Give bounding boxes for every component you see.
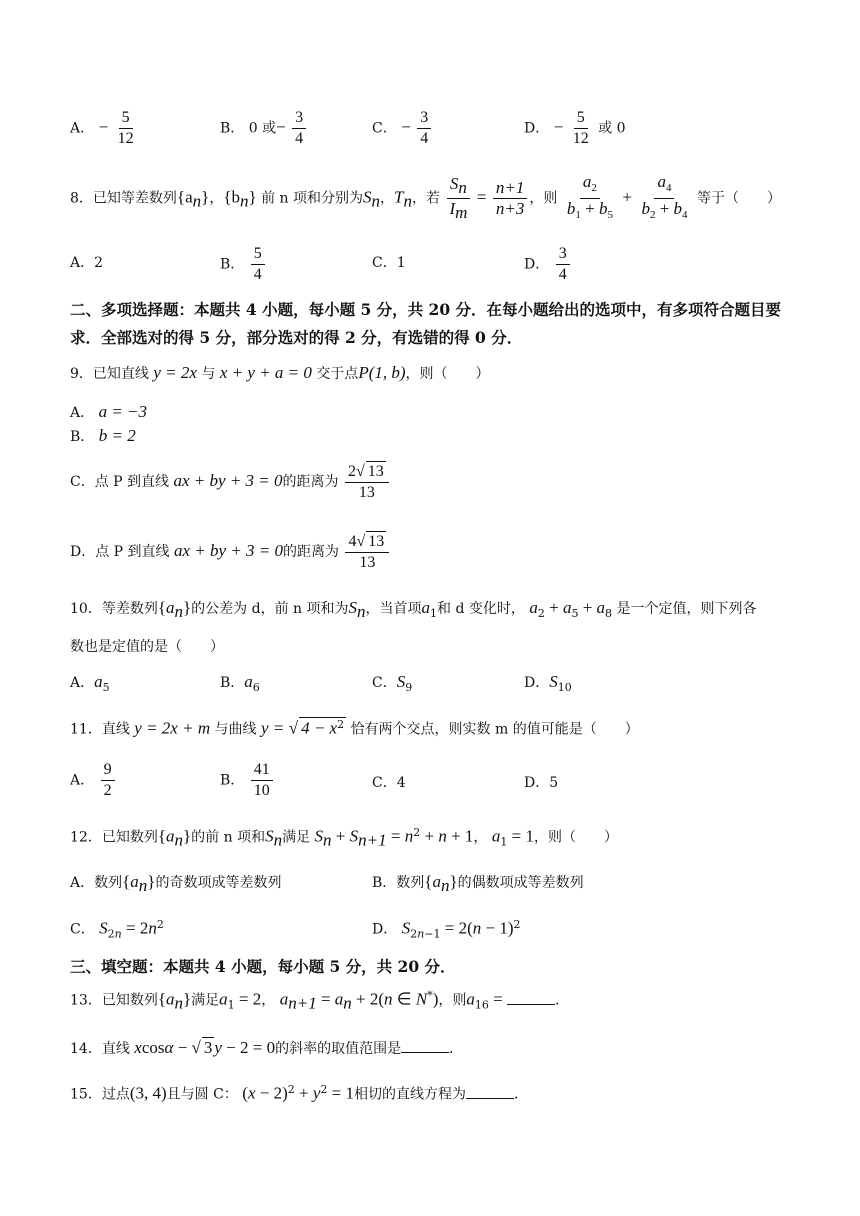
q10-option-a: A．$a_5$ bbox=[70, 672, 110, 694]
q8-option-d: D． $\frac{3}{4}$ bbox=[524, 244, 572, 285]
fraction: $\frac{3}{4}$ bbox=[292, 108, 306, 149]
section-heading-multiple-choice: 二、多项选择题：本题共 4 小题，每小题 5 分，共 20 分．在每小题给出的选项中，有多项符合题目要求．全部选对的得 5 分，部分选对的得 2 分，有选错的得 0 分． bbox=[70, 300, 782, 347]
q8-option-b: B． $\frac{5}{4}$ bbox=[220, 244, 267, 285]
fraction: $\frac{a_2}{b_1 + b_5}$ bbox=[566, 172, 613, 222]
q9-option-a: A． a = −3 bbox=[70, 402, 148, 421]
fraction: $\frac{a_4}{b_2 + b_4}$ bbox=[641, 172, 688, 222]
fraction: $\frac{5}{12}$ bbox=[117, 109, 134, 147]
answer-blank[interactable] bbox=[401, 1038, 449, 1053]
q12-options-row1 bbox=[70, 872, 790, 912]
q10-option-b: B．$a_6$ bbox=[220, 672, 260, 694]
q11-option-b: B． $\frac{41}{10}$ bbox=[220, 760, 275, 801]
q12-option-d: D． $S_{2n-1} = 2(n - 1)^2$ bbox=[372, 918, 521, 941]
q11-options bbox=[70, 760, 790, 800]
fraction: $\frac{9}{2}$ bbox=[101, 760, 115, 801]
q7-option-b: B． 0 或− $\frac{3}{4}$ bbox=[220, 108, 308, 149]
q10-stem-line1: 10．等差数列$\{a_n\}$的公差为 d，前 n 项和为$S_n$，当首项$a_1$和 d 变化时， $a_2 + a_5 + a_8$ 是一个定值，则下列各 bbox=[70, 598, 757, 621]
q12-option-a: A．数列$\{a_n\}$的奇数项成等差数列 bbox=[70, 872, 282, 895]
fraction: $\frac{3}{4}$ bbox=[556, 244, 570, 285]
q7-option-c: C． − $\frac{3}{4}$ bbox=[372, 108, 433, 149]
section-heading-fill-blank: 三、填空题：本题共 4 小题，每小题 5 分，共 20 分． bbox=[70, 957, 456, 976]
fraction: $\frac{S_n}{I_m}$ bbox=[446, 174, 470, 223]
q10-stem-line2: 数也是定值的是（ ） bbox=[70, 639, 224, 655]
q15-stem: 15．过点(3, 4)且与圆 C： $(x - 2)^2 + y^2 = 1$相切的直线方程为 ． bbox=[70, 1083, 528, 1103]
q11-stem: 11．直线 y = 2x + m 与曲线 y = √ $4 - x^2$ 恰有两个交点，则实数 m 的值可能是（ ） bbox=[70, 718, 639, 738]
q8-option-c: C．1 bbox=[372, 255, 406, 271]
q9-stem: 9．已知直线 y = 2x 与 x + y + a = 0 交于点P(1, b)，则（ ） bbox=[70, 363, 490, 382]
q9-option-c: C．点 P 到直线 ax + by + 3 = 0的距离为 $\frac{2√ 13}{13}$ bbox=[70, 461, 391, 503]
q10-options bbox=[70, 672, 790, 712]
q12-option-b: B．数列$\{a_n\}$的偶数项成等差数列 bbox=[372, 872, 584, 895]
answer-blank[interactable] bbox=[466, 1084, 514, 1099]
q7-option-a: A． − $\frac{5}{12}$ bbox=[70, 108, 139, 149]
q12-stem: 12．已知数列$\{a_n\}$的前 n 项和$S_n$满足 $S_n + S_{n+1} = n^2 + n + 1$， $a_1 = 1$，则（ ） bbox=[70, 826, 618, 850]
q8-options bbox=[70, 244, 790, 284]
fraction: $\frac{41}{10}$ bbox=[251, 760, 273, 801]
q14-stem: 14．直线 xcosα − √ 3 y − 2 = 0的斜率的取值范围是 ． bbox=[70, 1038, 464, 1057]
q8-option-a: A．2 bbox=[70, 255, 104, 271]
answer-blank[interactable] bbox=[507, 990, 555, 1005]
q7-option-d: D． − $\frac{5}{12}$ 或 0 bbox=[524, 109, 626, 147]
q8-stem: 8．已知等差数列$\{a_n\}$，$\{b_n\}$ 前 n 项和分别为$S_n$，$T_n$，若 $\frac{S_n}{I_m}$ = $\frac{n+1}{n+3}$ ，则 $\frac{a_2}{b_1 + b_5}$ + $\frac{a_4}{b_2 + b_4}$ 等于（ ） bbox=[70, 172, 781, 225]
fraction: $\frac{5}{12}$ bbox=[572, 109, 589, 147]
q9-option-d: D．点 P 到直线 ax + by + 3 = 0的距离为 $\frac{4√ 13}{13}$ bbox=[70, 531, 391, 573]
fraction: $\frac{5}{4}$ bbox=[251, 244, 265, 285]
q10-option-d: D．$S_{10}$ bbox=[524, 672, 572, 694]
q11-option-c: C．4 bbox=[372, 775, 406, 791]
q10-option-c: C．$S_9$ bbox=[372, 672, 413, 694]
q9-option-b: B． b = 2 bbox=[70, 426, 136, 445]
fraction: $\frac{4√ 13}{13}$ bbox=[345, 531, 389, 573]
fraction: $\frac{3}{4}$ bbox=[417, 108, 431, 149]
fraction: $\frac{n+1}{n+3}$ bbox=[493, 178, 527, 219]
q12-options-row2 bbox=[70, 918, 790, 958]
q7-options bbox=[70, 108, 790, 148]
fraction: $\frac{2√ 13}{13}$ bbox=[345, 461, 389, 503]
q13-stem: 13．已知数列$\{a_n\}$满足$a_1 = 2$， $a_{n+1} = a_n + 2(n$ ∈ N*)，则$a_{16}$ = ． bbox=[70, 989, 569, 1013]
q12-option-c: C． $S_{2n} = 2n^2$ bbox=[70, 918, 164, 941]
q11-option-d: D．5 bbox=[524, 775, 559, 791]
q11-option-a: A． $\frac{9}{2}$ bbox=[70, 760, 117, 801]
